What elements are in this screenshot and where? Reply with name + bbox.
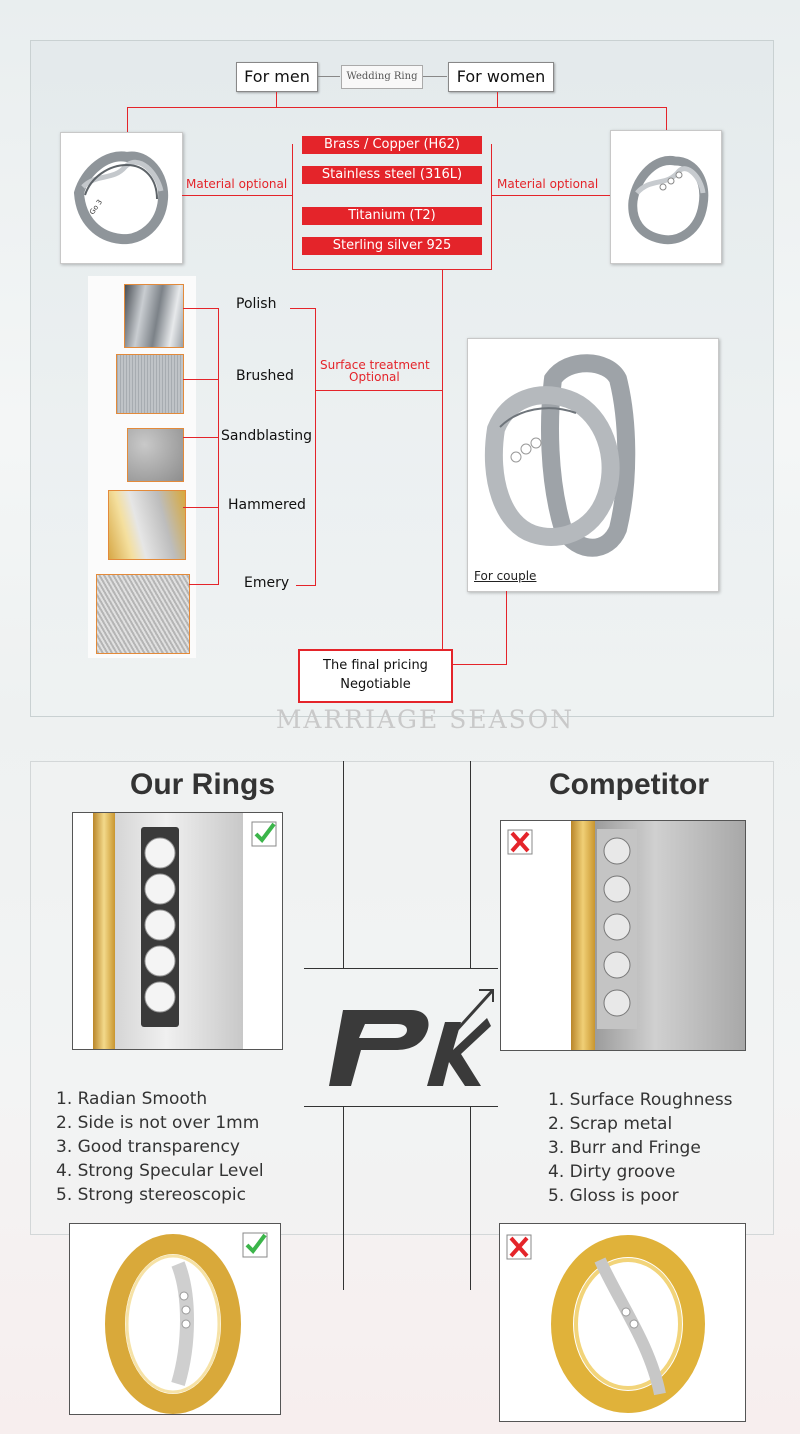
competitor-ring-full <box>499 1223 746 1422</box>
competitor-point: 3. Burr and Fringe <box>548 1138 701 1158</box>
wedding-ring-box: Wedding Ring <box>341 65 423 89</box>
for-men-box: For men <box>236 62 318 92</box>
ours-point: 5. Strong stereoscopic <box>56 1185 246 1205</box>
competitor-point: 1. Surface Roughness <box>548 1090 733 1110</box>
mens-ring-photo <box>60 132 183 264</box>
surface-hammered-label: Hammered <box>228 497 306 513</box>
ours-point: 1. Radian Smooth <box>56 1089 208 1109</box>
surface-emery-label: Emery <box>244 575 290 591</box>
for-women-box: For women <box>448 62 554 92</box>
surface-sandblasting-label: Sandblasting <box>221 428 313 444</box>
competitor-ring-closeup <box>500 820 746 1051</box>
watermark: MARRIAGE SEASON <box>275 705 575 734</box>
surface-sample-brushed <box>116 354 184 414</box>
ours-point: 3. Good transparency <box>56 1137 240 1157</box>
final-pricing-label: The final pricing <box>323 658 428 673</box>
surface-brushed-label: Brushed <box>236 368 294 384</box>
surface-polish-label: Polish <box>236 296 277 312</box>
material-optional-right-label: Material optional <box>497 177 599 191</box>
surface-sample-emery <box>96 574 190 654</box>
competitor-points-list <box>548 1088 733 1208</box>
competitor-title: Competitor <box>549 768 709 801</box>
couple-rings-photo <box>467 338 719 592</box>
for-couple-label: For couple <box>474 569 537 583</box>
our-rings-title: Our Rings <box>130 768 276 801</box>
material-optional-left-label: Material optional <box>186 177 288 191</box>
negotiable-label: Negotiable <box>340 677 411 692</box>
competitor-point: 5. Gloss is poor <box>548 1186 679 1206</box>
final-pricing-box <box>298 649 453 703</box>
ours-points-list <box>56 1087 264 1207</box>
competitor-point: 4. Dirty groove <box>548 1162 676 1182</box>
ours-point: 2. Side is not over 1mm <box>56 1113 260 1133</box>
our-ring-full <box>69 1223 281 1415</box>
check-icon <box>242 1232 268 1258</box>
cross-icon <box>507 829 533 855</box>
surface-sample-sandblasting <box>127 428 184 482</box>
surface-treatment-label: Surface treatment <box>320 358 430 372</box>
engraving-text: Go 3 <box>88 198 105 217</box>
cross-icon <box>506 1234 532 1260</box>
womens-ring-photo <box>610 130 722 264</box>
ours-point: 4. Strong Specular Level <box>56 1161 264 1181</box>
pk-logo-text: PK <box>315 982 317 983</box>
surface-optional-label: Optional <box>349 370 400 384</box>
competitor-point: 2. Scrap metal <box>548 1114 673 1134</box>
surface-sample-polish <box>124 284 184 348</box>
material-titanium: Titanium (T2) <box>302 207 482 225</box>
pk-logo <box>315 982 495 1094</box>
our-ring-closeup <box>72 812 283 1050</box>
material-silver: Sterling silver 925 <box>302 237 482 255</box>
material-stainless: Stainless steel (316L) <box>302 166 482 184</box>
material-brass: Brass / Copper (H62) <box>302 136 482 154</box>
surface-sample-hammered <box>108 490 186 560</box>
check-icon <box>251 821 277 847</box>
